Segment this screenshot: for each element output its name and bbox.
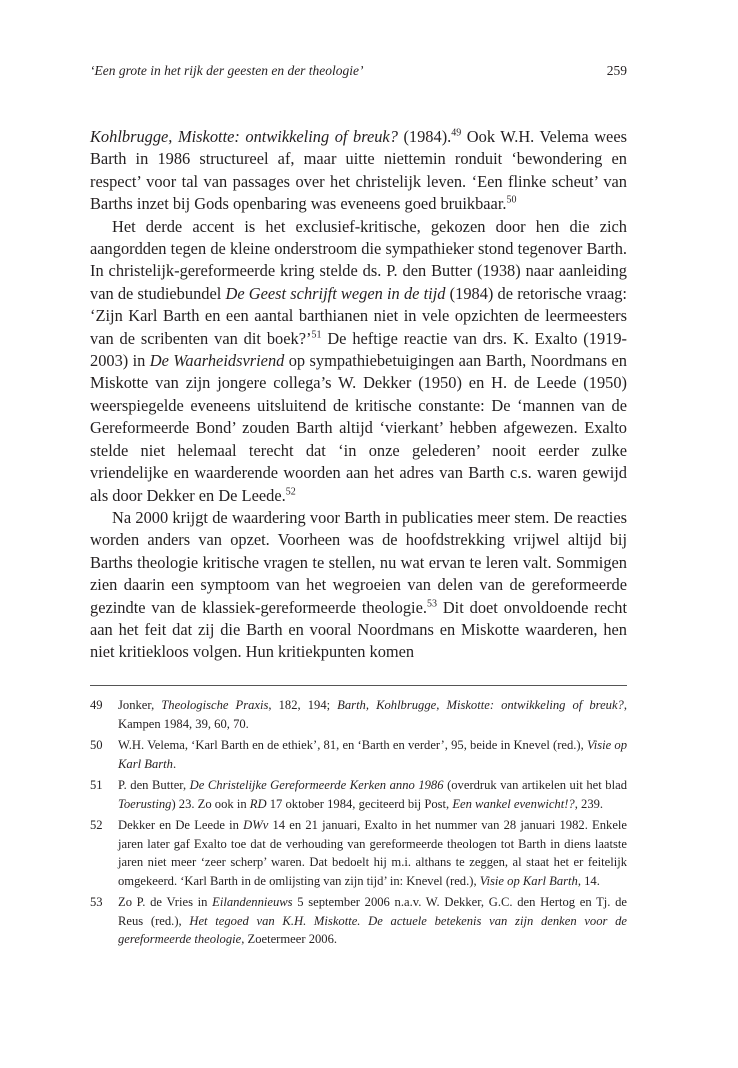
footnotes bbox=[90, 696, 627, 952]
text-run: (1984) de retorische vraag: ‘Zijn Karl Barth en een aantal barthianen niet in vele opzichten de leermeesters van de scribenten van dit boek?’ bbox=[90, 283, 627, 348]
italic-text: De Christelijke Gereformeerde Kerken anno 1986 bbox=[189, 778, 444, 792]
italic-text: Toerusting bbox=[118, 796, 172, 811]
footnote-number: 53 bbox=[90, 895, 103, 909]
paragraph bbox=[90, 126, 627, 216]
footnote-ref: 52 bbox=[285, 486, 296, 498]
italic-text: Eilandennieuws bbox=[212, 895, 293, 909]
running-header bbox=[90, 63, 627, 79]
text-run: De heftige reactie van drs. K. Exalto (1919-2003) in bbox=[90, 328, 628, 371]
body-text bbox=[90, 126, 627, 664]
italic-text: De Waarheidsvriend bbox=[149, 351, 285, 371]
italic-text: Theologische Praxis bbox=[161, 698, 269, 712]
footnote-ref: 50 bbox=[506, 194, 517, 206]
footnote-ref: 49 bbox=[451, 127, 462, 139]
text-run: ) 23. Zo ook in bbox=[171, 796, 250, 811]
paragraph bbox=[90, 507, 627, 664]
text-run: Dekker en De Leede in bbox=[118, 818, 244, 832]
text-run: , Zoetermeer 2006. bbox=[241, 932, 338, 946]
text-run: op sympathiebetuigingen aan Barth, Noordmans en Miskotte van zijn jongere collega’s W. Dekker (1950) en H. de Leede (1950) weerspiegelde eveneens uitsluitend de kritische constante: De ‘mannen van de Gereformeerde Bond’ zouden Barth altijd ‘vierkant’ hebben afgewezen. Exalto stelde niet helemaal terecht dat ‘in onze gelederen’ nooit eerder zulke vriendelijke en waarderende woorden aan het adres van Barth c.s. waren gewijd als door Dekker en De Leede. bbox=[90, 351, 627, 505]
footnote bbox=[90, 696, 627, 733]
text-run: Jonker, bbox=[118, 698, 162, 712]
text-run: 14 en 21 januari, Exalto in het nummer van 28 januari 1982. Enkele jaren later gaf Exalto toe dat de verhouding van gereformeerde theologen tot Barth in diens laatste jaren niet meer ‘zeer scherp’ waren. Dat bedoelt hij m.i. althans te zeggen, al staat het er feitelijk omgekeerd. ‘Karl Barth in de omlijsting van zijn tijd’ in: Knevel (red.), bbox=[118, 818, 627, 888]
running-title: ‘Een grote in het rijk der geesten en der theologie’ bbox=[90, 63, 364, 78]
italic-text: Visie op Karl Barth bbox=[118, 738, 627, 771]
text-run: 17 oktober 1984, geciteerd bij Post, bbox=[266, 796, 453, 811]
text-run: , 239. bbox=[574, 796, 604, 811]
italic-text: DWv bbox=[243, 818, 269, 832]
footnote bbox=[90, 776, 627, 813]
text-run: P. den Butter, bbox=[118, 778, 190, 792]
text-run: Het derde accent is het exclusief-kritische, gekozen door hen die zich aangordden tegen de kleine onderstroom die sympathieker stond tegenover Barth. In christelijk-gereformeerde kring stelde ds. P. den Butter (1938) naar aanleiding van de studiebundel bbox=[90, 216, 627, 303]
text-run: Na 2000 krijgt de waardering voor Barth in publicaties meer stem. De reacties worden anders van opzet. Voorheen was de hoofdstrekking vrijwel altijd bij Barths theologie kritische vragen te stellen, nu wat ervan te leren valt. Sommigen zien daarin een symptoom van het wegroeien van delen van de gereformeerde gezindte van de klassiek-gereformeerde theologie. bbox=[90, 507, 627, 617]
footnote-ref: 53 bbox=[426, 598, 437, 610]
italic-text: Visie op Karl Barth bbox=[479, 873, 578, 888]
text-run: (1984). bbox=[397, 127, 452, 146]
text-run: Zo P. de Vries in bbox=[118, 895, 213, 909]
paragraph bbox=[90, 216, 627, 507]
footnote bbox=[90, 736, 627, 773]
footnote bbox=[90, 893, 627, 949]
footnote-separator bbox=[90, 685, 627, 686]
footnote bbox=[90, 816, 627, 890]
text-run: W.H. Velema, ‘Karl Barth en de ethiek’, 81, en ‘Barth en verder’, 95, beide in Knevel (red.), bbox=[118, 738, 587, 752]
text-run: Ook W.H. Velema wees Barth in 1986 structureel af, maar uitte niettemin ronduit ‘bewondering en respect’ voor tal van passages over het christelijk leven. ‘Een flinke scheut’ van Barths inzet bij Gods openbaring was eveneens goed bruikbaar. bbox=[90, 127, 627, 214]
italic-text: De Geest schrijft wegen in de tijd bbox=[225, 283, 446, 303]
footnote-number: 52 bbox=[90, 818, 103, 832]
footnote-number: 49 bbox=[90, 698, 103, 712]
footnote-ref: 51 bbox=[311, 329, 322, 341]
italic-text: Barth, Kohlbrugge, Miskotte: ontwikkeling of breuk? bbox=[337, 698, 624, 712]
footnote-number: 51 bbox=[90, 778, 103, 792]
text-run: Dit doet onvoldoende recht aan het feit dat zij die Barth en vooral Noordmans en Miskotte waarderen, hen niet kritiekloos volgen. Hun kritiekpunten komen bbox=[90, 597, 627, 662]
page-number: 259 bbox=[606, 63, 627, 78]
text-run: . bbox=[172, 756, 177, 771]
text-run: , 182, 194; bbox=[268, 698, 338, 712]
italic-text: RD bbox=[249, 796, 267, 811]
text-run: (overdruk van artikelen uit het blad bbox=[443, 778, 627, 792]
text-run: 5 september 2006 n.a.v. W. Dekker, G.C. den Hertog en Tj. de Reus (red.), bbox=[118, 895, 627, 928]
italic-text: Een wankel evenwicht!? bbox=[452, 796, 575, 811]
italic-text: Kohlbrugge, Miskotte: ontwikkeling of breuk? bbox=[90, 127, 398, 146]
footnote-number: 50 bbox=[90, 738, 103, 752]
text-run: , 14. bbox=[577, 873, 600, 888]
italic-text: Het tegoed van K.H. Miskotte. De actuele betekenis van zijn denken voor de gereformeerde theologie bbox=[118, 913, 628, 946]
text-run: , Kampen 1984, 39, 60, 70. bbox=[118, 698, 628, 731]
